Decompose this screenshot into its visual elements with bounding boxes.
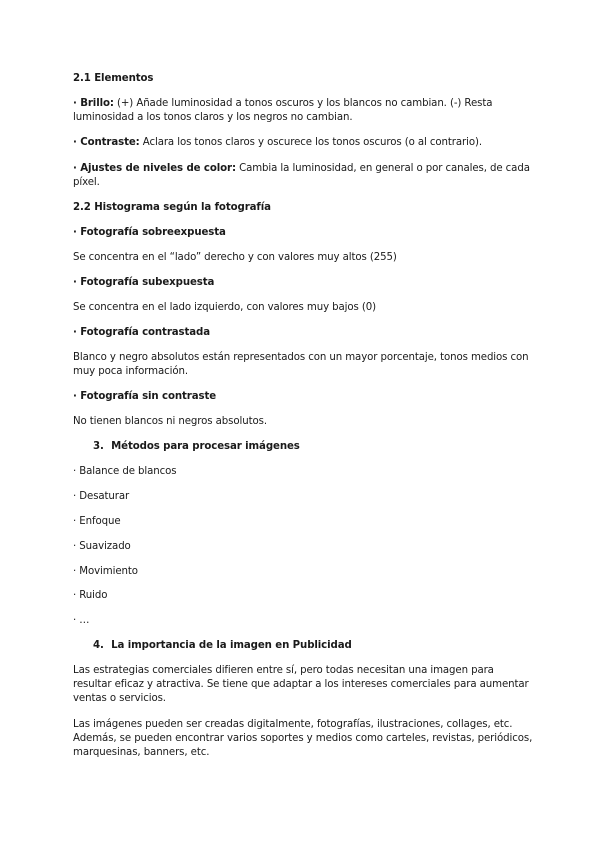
sin-contraste-text: No tienen blancos ni negros absolutos. xyxy=(73,416,267,427)
subexpuesta-text: Se concentra en el lado izquierdo, con valores muy bajos (0) xyxy=(73,302,376,313)
heading-2-1: 2.1 Elementos xyxy=(73,73,154,84)
ajustes-text: Cambia la luminosidad, en general o por canales, de cada xyxy=(235,163,530,174)
subexpuesta-title: · Fotografía subexpuesta xyxy=(73,277,215,288)
heading-3-number: 3. xyxy=(93,441,104,452)
contraste-term: · Contraste: xyxy=(73,137,140,148)
list-item: · Suavizado xyxy=(73,541,131,552)
list-item: · Balance de blancos xyxy=(73,466,177,477)
paragraph-1-line: resultar eficaz y atractiva. Se tiene que adaptar a los intereses comerciales para aumentar xyxy=(73,679,529,690)
paragraph-1-line: ventas o servicios. xyxy=(73,693,166,704)
brillo-line-1 xyxy=(73,97,492,112)
heading-4-number: 4. xyxy=(93,640,104,651)
brillo-text: (+) Añade luminosidad a tonos oscuros y los blancos no cambian. (-) Resta xyxy=(113,98,493,109)
paragraph-2-line: Además, se pueden encontrar varios soportes y medios como carteles, revistas, periódicos, xyxy=(73,733,533,744)
contrastada-text-1: Blanco y negro absolutos están representados con un mayor porcentaje, tonos medios con xyxy=(73,352,529,363)
heading-2-2: 2.2 Histograma según la fotografía xyxy=(73,202,271,213)
list-item: · Movimiento xyxy=(73,566,138,577)
contraste-text: Aclara los tonos claros y oscurece los tonos oscuros (o al contrario). xyxy=(139,137,482,148)
list-item: · Ruido xyxy=(73,590,108,601)
list-item: · Desaturar xyxy=(73,491,130,502)
ajustes-line-1 xyxy=(73,162,530,177)
contrastada-text-2: muy poca información. xyxy=(73,366,188,377)
brillo-term: · Brillo: xyxy=(73,98,114,109)
list-item: · Enfoque xyxy=(73,516,121,527)
sobreexpuesta-title: · Fotografía sobreexpuesta xyxy=(73,227,226,238)
contraste-line xyxy=(73,136,482,151)
ajustes-line-2: píxel. xyxy=(73,177,100,188)
ajustes-term: · Ajustes de niveles de color: xyxy=(73,163,236,174)
sobreexpuesta-text: Se concentra en el “lado” derecho y con valores muy altos (255) xyxy=(73,252,397,263)
contrastada-title: · Fotografía contrastada xyxy=(73,327,211,338)
heading-3 xyxy=(93,440,300,455)
paragraph-1-line: Las estrategias comerciales difieren entre sí, pero todas necesitan una imagen para xyxy=(73,665,494,676)
heading-4 xyxy=(93,639,352,654)
paragraph-2-line: Las imágenes pueden ser creadas digitalmente, fotografías, ilustraciones, collages, etc. xyxy=(73,719,513,730)
paragraph-2-line: marquesinas, banners, etc. xyxy=(73,747,210,758)
heading-4-text: La importancia de la imagen en Publicidad xyxy=(111,640,352,651)
list-item: · … xyxy=(73,615,90,626)
brillo-line-2: luminosidad a los tonos claros y los negros no cambian. xyxy=(73,112,353,123)
heading-3-text: Métodos para procesar imágenes xyxy=(111,441,300,452)
sin-contraste-title: · Fotografía sin contraste xyxy=(73,391,217,402)
